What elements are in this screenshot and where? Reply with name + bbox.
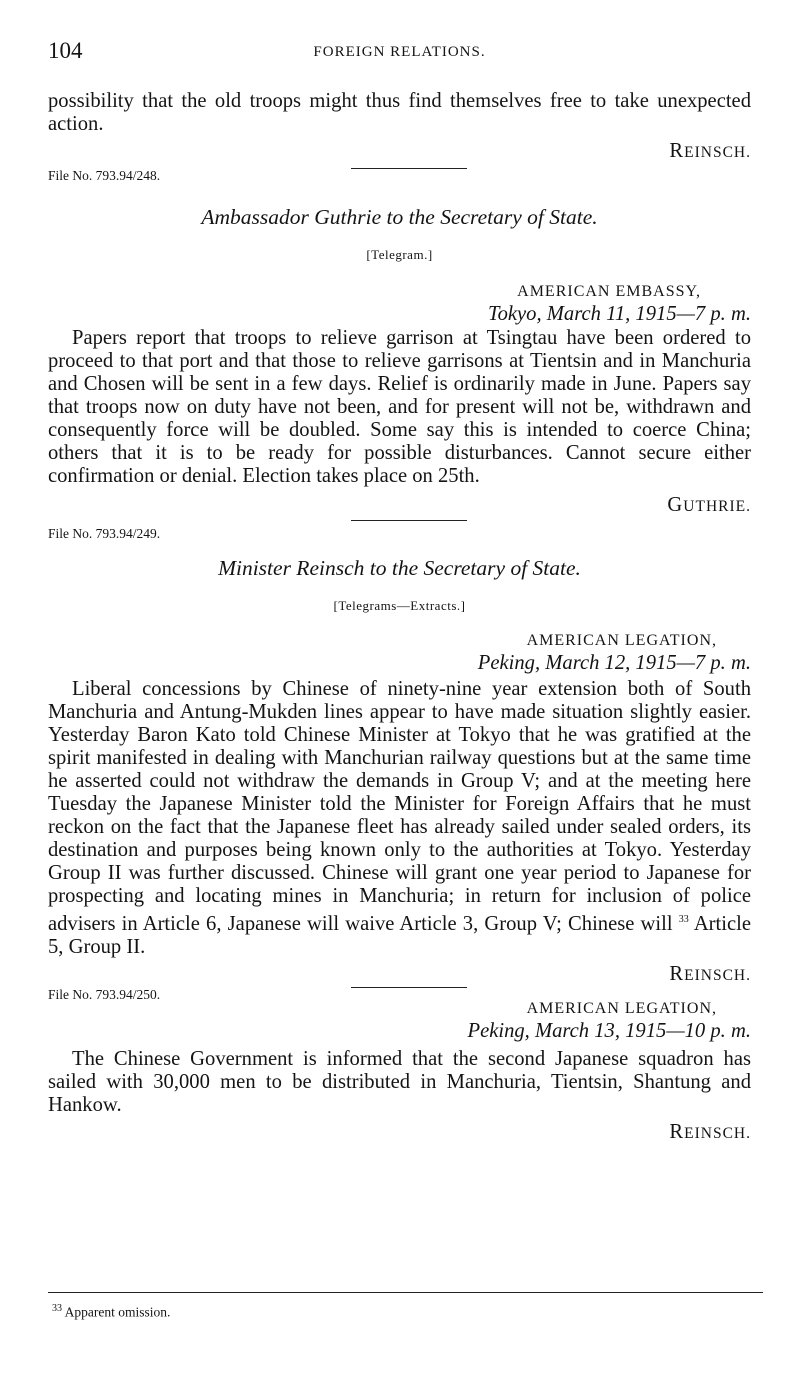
document-type-telegrams-extracts: [Telegrams—Extracts.] <box>333 598 466 613</box>
document-page <box>48 38 751 1145</box>
page-header <box>48 38 751 68</box>
telegram-body-reinsch-march-12 <box>48 678 751 959</box>
file-number-248: File No. 793.94/248. <box>48 168 161 183</box>
date-tokyo-march-11: Tokyo, March 11, 1915—7 p. m. <box>488 303 751 325</box>
signature-guthrie: GUTHRIE. <box>667 494 751 516</box>
footnote <box>52 1303 170 1321</box>
footnote-reference: 33 <box>678 914 689 925</box>
date-peking-march-12: Peking, March 12, 1915—7 p. m. <box>477 652 751 674</box>
continuation-paragraph: possibility that the old troops might thus find themselves free to take unexpected action. <box>48 90 751 135</box>
document-title-guthrie: Ambassador Guthrie to the Secretary of State. <box>201 205 598 229</box>
date-peking-march-13: Peking, March 13, 1915—10 p. m. <box>467 1019 751 1042</box>
signature-reinsch-2: REINSCH. <box>669 962 751 985</box>
document-type-telegram: [Telegram.] <box>366 247 433 262</box>
body-text-main: Liberal concessions by Chinese of ninety-nine year extension both of South Manchuria and Antung-Mukden lines appear to have made situation slightly easier. Yesterday Baron Kato told Chinese Minister at Tokyo that he was gratified at the spirit manifested in dealing with Manchurian railway questions but at the same time he asserted could not withdraw the demands in Group V; and at the meeting here Tuesday the Japanese Minister told the Minister for Foreign Affairs that he must reckon on the fact that the Japanese fleet has already sailed under sealed orders, its destination and purposes being known only to the authorities at Tokyo. Yesterday Group II was further discussed. Chinese will grant one year period to Japanese for prospecting and locating mines in Manchuria; in return for inclusion of police advisers in Article 6, Japanese will waive Article 3, Group V; Chinese will <box>48 678 751 935</box>
telegram-body-reinsch-march-13: The Chinese Government is informed that the second Japanese squadron has sailed with 30,000 men to be distributed in Manchuria, Tientsin, Shantung and Hankow. <box>48 1047 751 1116</box>
footnote-divider <box>48 1292 763 1293</box>
page-number: 104 <box>48 38 83 63</box>
body-text-end: Article 5, Group II. <box>48 912 751 958</box>
file-number-249: File No. 793.94/249. <box>48 526 161 541</box>
place-american-embassy: AMERICAN EMBASSY, <box>517 283 701 300</box>
footnote-number: 33 <box>52 1303 62 1314</box>
place-american-legation: AMERICAN LEGATION, <box>526 632 717 649</box>
telegram-body-guthrie: Papers report that troops to relieve garrison at Tsingtau have been ordered to proceed to that port and that those to relieve garrisons at Tientsin and in Manchuria and Chosen will be sent in a few days. Relief is ordinarily made in June. Papers say that troops now on duty have not been, and for present will not be, withdrawn and consequently force will be doubled. Some say this is intended to coerce China; others that it is to be ready for possible disturbances. Cannot secure either confirmation or denial. Election takes place on 25th. <box>48 327 751 487</box>
document-title-reinsch: Minister Reinsch to the Secretary of State. <box>218 556 581 580</box>
signature-reinsch-3: REINSCH. <box>669 1120 751 1143</box>
section-divider <box>351 520 467 521</box>
running-head: FOREIGN RELATIONS. <box>313 44 486 60</box>
signature-reinsch-1: REINSCH. <box>669 140 751 162</box>
file-number-250: File No. 793.94/250. <box>48 986 161 1002</box>
place-american-legation-2: AMERICAN LEGATION, <box>526 999 717 1017</box>
footnote-text: Apparent omission. <box>62 1304 171 1320</box>
